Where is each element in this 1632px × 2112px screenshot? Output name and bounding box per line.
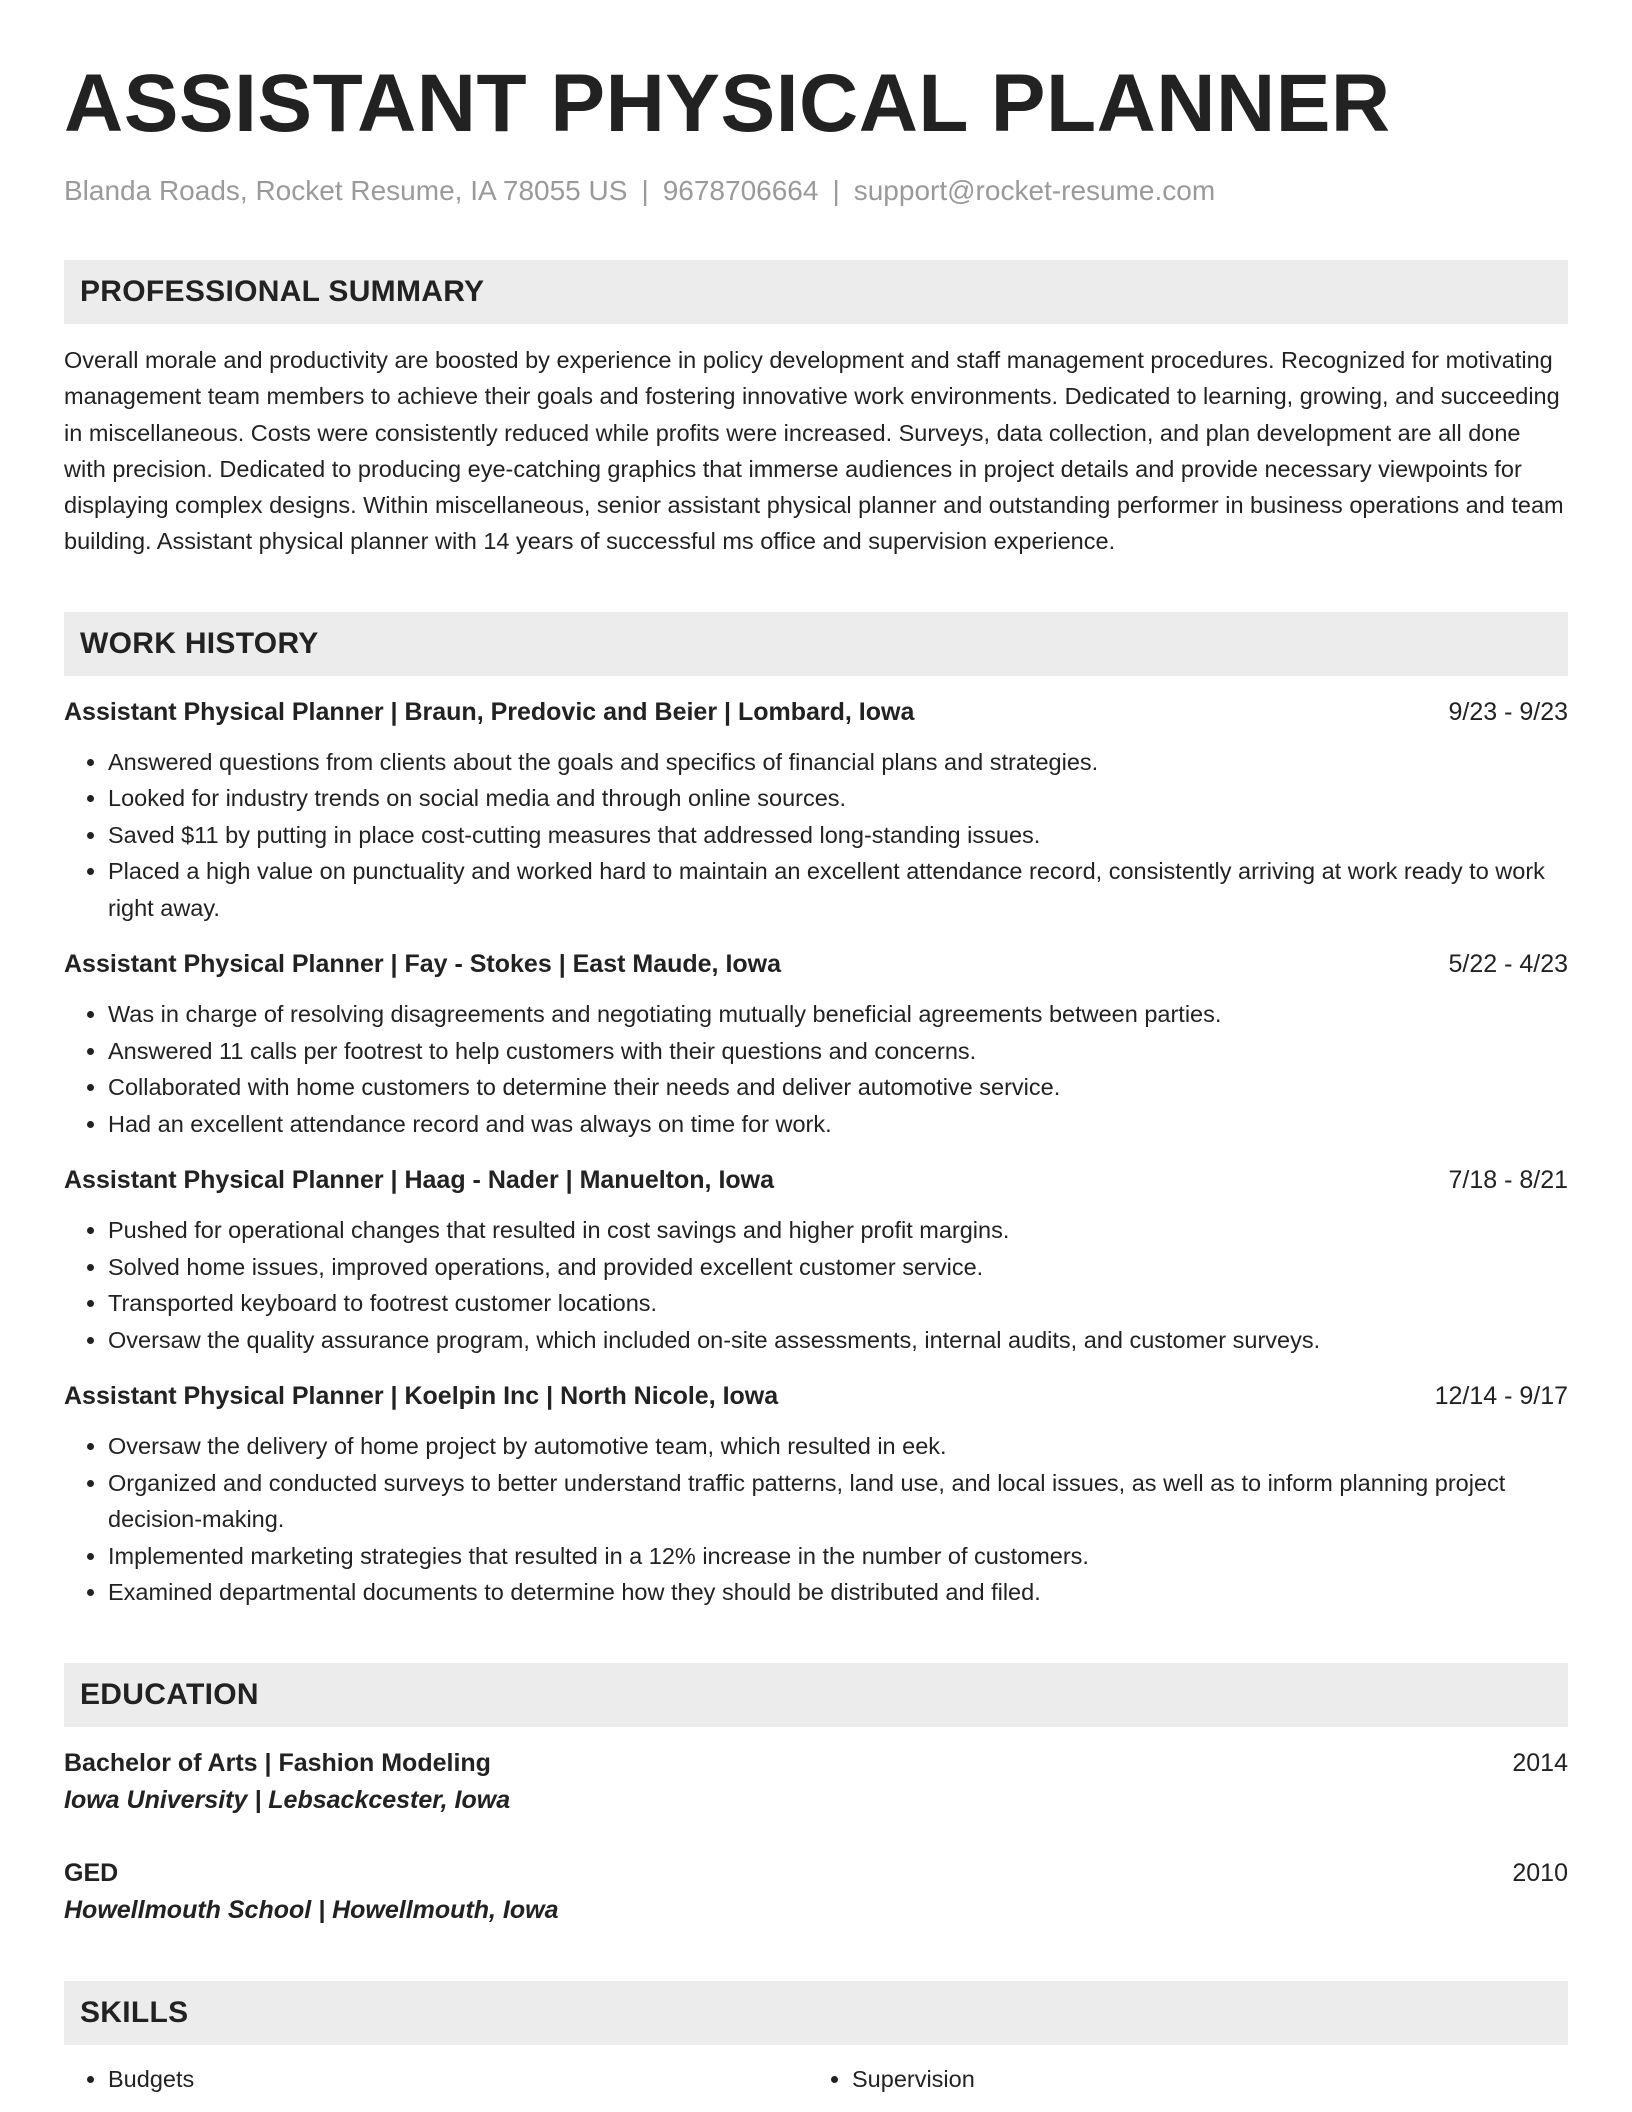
skills-column-left (64, 2061, 808, 2097)
job-bullet: • Transported keyboard to footrest customer locations. (108, 1285, 1568, 1322)
job-bullet: • Answered questions from clients about the goals and specifics of financial plans and strategies. (108, 744, 1568, 781)
job-dates: 12/14 - 9/17 (1434, 1382, 1568, 1411)
education-school: Iowa University | Lebsackcester, Iowa (64, 1785, 511, 1814)
education-degree: Bachelor of Arts | Fashion Modeling (64, 1748, 491, 1777)
job-bullet: • Collaborated with home customers to determine their needs and deliver automotive service. (108, 1069, 1568, 1106)
job-bullet: • Answered 11 calls per footrest to help customers with their questions and concerns. (108, 1033, 1568, 1070)
job-bullet: • Placed a high value on punctuality and worked hard to maintain an excellent attendance record, consistently arriving at work ready to work right away. (108, 853, 1568, 926)
education-degree: GED (64, 1858, 119, 1887)
job-entry (64, 946, 1568, 1142)
job-bullets (64, 1428, 1568, 1611)
job-title: Assistant Physical Planner | Fay - Stokes | East Maude, Iowa (64, 950, 782, 979)
job-title: Assistant Physical Planner | Koelpin Inc | North Nicole, Iowa (64, 1382, 779, 1411)
job-title: Assistant Physical Planner | Haag - Nader | Manuelton, Iowa (64, 1166, 775, 1195)
job-dates: 7/18 - 8/21 (1448, 1166, 1568, 1195)
resume-page (64, 56, 1568, 2097)
skills-list (64, 2061, 1568, 2097)
job-entry (64, 1162, 1568, 1358)
section-header-education: EDUCATION (64, 1663, 1568, 1727)
job-bullet: • Saved $11 by putting in place cost-cutting measures that addressed long-standing issues. (108, 817, 1568, 854)
education-entry (64, 1855, 1568, 1929)
contact-email: support@rocket-resume.com (853, 175, 1216, 206)
contact-separator: | (832, 175, 840, 206)
section-header-skills: SKILLS (64, 1981, 1568, 2045)
job-bullets (64, 1212, 1568, 1358)
contact-address: Blanda Roads, Rocket Resume, IA 78055 US (64, 175, 628, 206)
job-bullets (64, 744, 1568, 927)
summary-text: Overall morale and productivity are boosted by experience in policy development and staff management procedures. Recognized for motivating management team members to achieve their goals and fostering innovative work environments. Dedicated to learning, growing, and succeeding in miscellaneous. Costs were consistently reduced while profits were increased. Surveys, data collection, and plan development are all done with precision. Dedicated to producing eye-catching graphics that immerse audiences in project details and provide necessary viewpoints for displaying complex designs. Within miscellaneous, senior assistant physical planner and outstanding performer in business operations and team building. Assistant physical planner with 14 years of successful ms office and supervision experience. (64, 347, 1564, 555)
section-header-summary: PROFESSIONAL SUMMARY (64, 260, 1568, 324)
job-entry (64, 1378, 1568, 1611)
education-year: 2010 (1512, 1858, 1568, 1887)
job-bullet: • Organized and conducted surveys to better understand traffic patterns, land use, and local issues, as well as to inform planning project decision-making. (108, 1465, 1568, 1538)
section-header-work-history: WORK HISTORY (64, 612, 1568, 676)
job-dates: 9/23 - 9/23 (1448, 697, 1568, 726)
job-bullet: • Oversaw the quality assurance program, which included on-site assessments, internal audits, and customer surveys. (108, 1322, 1568, 1359)
job-bullets (64, 996, 1568, 1142)
education-year: 2014 (1512, 1748, 1568, 1777)
contact-phone: 9678706664 (662, 175, 819, 206)
job-bullet: • Oversaw the delivery of home project by automotive team, which resulted in eek. (108, 1428, 1568, 1465)
skill-item: • Budgets (108, 2061, 808, 2097)
candidate-name: ASSISTANT PHYSICAL PLANNER (64, 58, 1391, 149)
job-entry (64, 694, 1568, 927)
job-bullet: • Was in charge of resolving disagreements and negotiating mutually beneficial agreements between parties. (108, 996, 1568, 1033)
job-bullet: • Examined departmental documents to determine how they should be distributed and filed. (108, 1574, 1568, 1611)
contact-separator: | (641, 175, 649, 206)
skill-item: • Supervision (852, 2061, 1552, 2097)
job-bullet: • Looked for industry trends on social media and through online sources. (108, 780, 1568, 817)
job-dates: 5/22 - 4/23 (1448, 950, 1568, 979)
job-bullet: • Implemented marketing strategies that resulted in a 12% increase in the number of customers. (108, 1538, 1568, 1575)
contact-line (64, 174, 1568, 208)
education-entry (64, 1745, 1568, 1819)
job-bullet: • Solved home issues, improved operations, and provided excellent customer service. (108, 1249, 1568, 1286)
job-bullet: • Had an excellent attendance record and was always on time for work. (108, 1106, 1568, 1143)
education-school: Howellmouth School | Howellmouth, Iowa (64, 1895, 559, 1924)
job-title: Assistant Physical Planner | Braun, Predovic and Beier | Lombard, Iowa (64, 697, 915, 726)
job-bullet: • Pushed for operational changes that resulted in cost savings and higher profit margins. (108, 1212, 1568, 1249)
skills-column-right (808, 2061, 1552, 2097)
